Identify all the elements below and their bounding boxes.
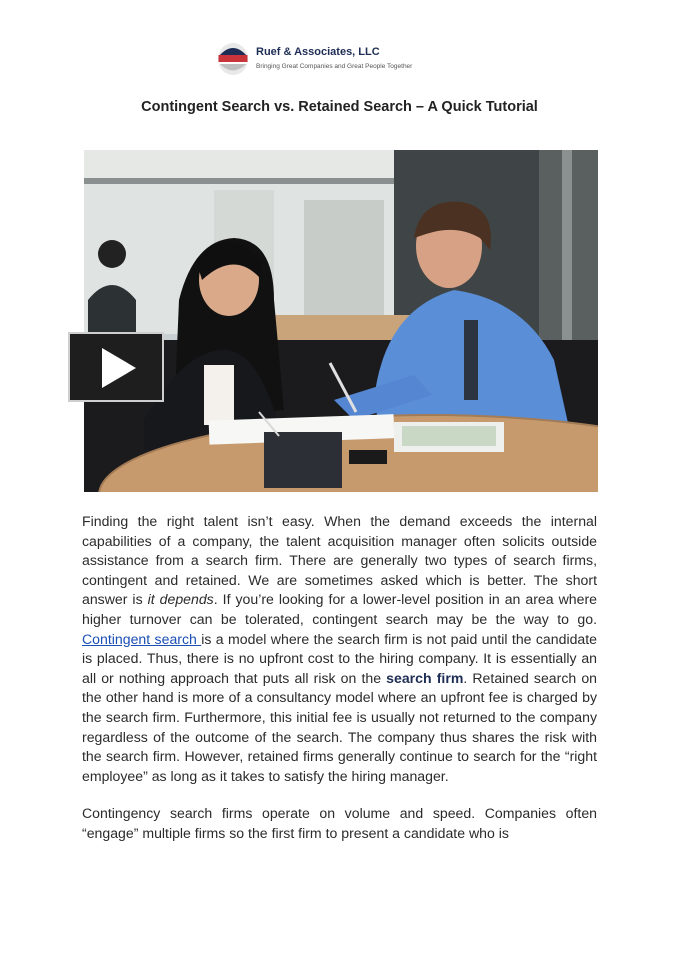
article-body — [82, 512, 597, 844]
company-name: Ruef & Associates, LLC — [256, 46, 380, 58]
play-video-button[interactable] — [68, 332, 164, 402]
company-logo — [217, 42, 417, 80]
emphasis-text: it depends — [147, 591, 214, 608]
text-segment: . If you’re looking for a lower-level position in an area where higher turnover can be tolerated, contingent search may be the way to go. — [82, 591, 597, 627]
play-icon — [102, 348, 136, 388]
text-segment: . Retained search on the other hand is more of a consultancy model where an upfront fee is charged by the search firm. Furthermore, this initial fee is usually not returned to the company regardless of the outcome of the search. The company thus shares the risk with the search firm. However, retained firms generally continue to search for the “right employee” as long as it takes to satisfy the hiring manager. — [82, 669, 597, 784]
second-paragraph: Contingency search firms operate on volume and speed. Companies often “engage” multiple firms so the first firm to present a candidate who is — [82, 805, 597, 841]
page-title: Contingent Search vs. Retained Search – A Quick Tutorial — [141, 99, 538, 115]
search-firm-bold: search firm — [386, 669, 464, 686]
company-tagline: Bringing Great Companies and Great People Together — [256, 63, 413, 70]
logo-emblem-icon — [217, 42, 249, 76]
contingent-search-link[interactable]: Contingent search — [82, 630, 202, 647]
intro-paragraph — [82, 512, 597, 786]
text-segment: Finding the right talent isn’t easy. When the demand exceeds the internal capabilities of a company, the talent acquisition manager often solicits outside assistance from a search firm. There are generally two types of search firms, contingent and retained. We are sometimes asked which is better. The short answer is — [82, 513, 597, 608]
office-meeting-photo — [84, 150, 598, 492]
text-segment: is a model where the search firm is not paid until the candidate is placed. Thus, there is no upfront cost to the hiring company. It is essentially an all or nothing approach that puts all risk on the — [82, 630, 597, 686]
